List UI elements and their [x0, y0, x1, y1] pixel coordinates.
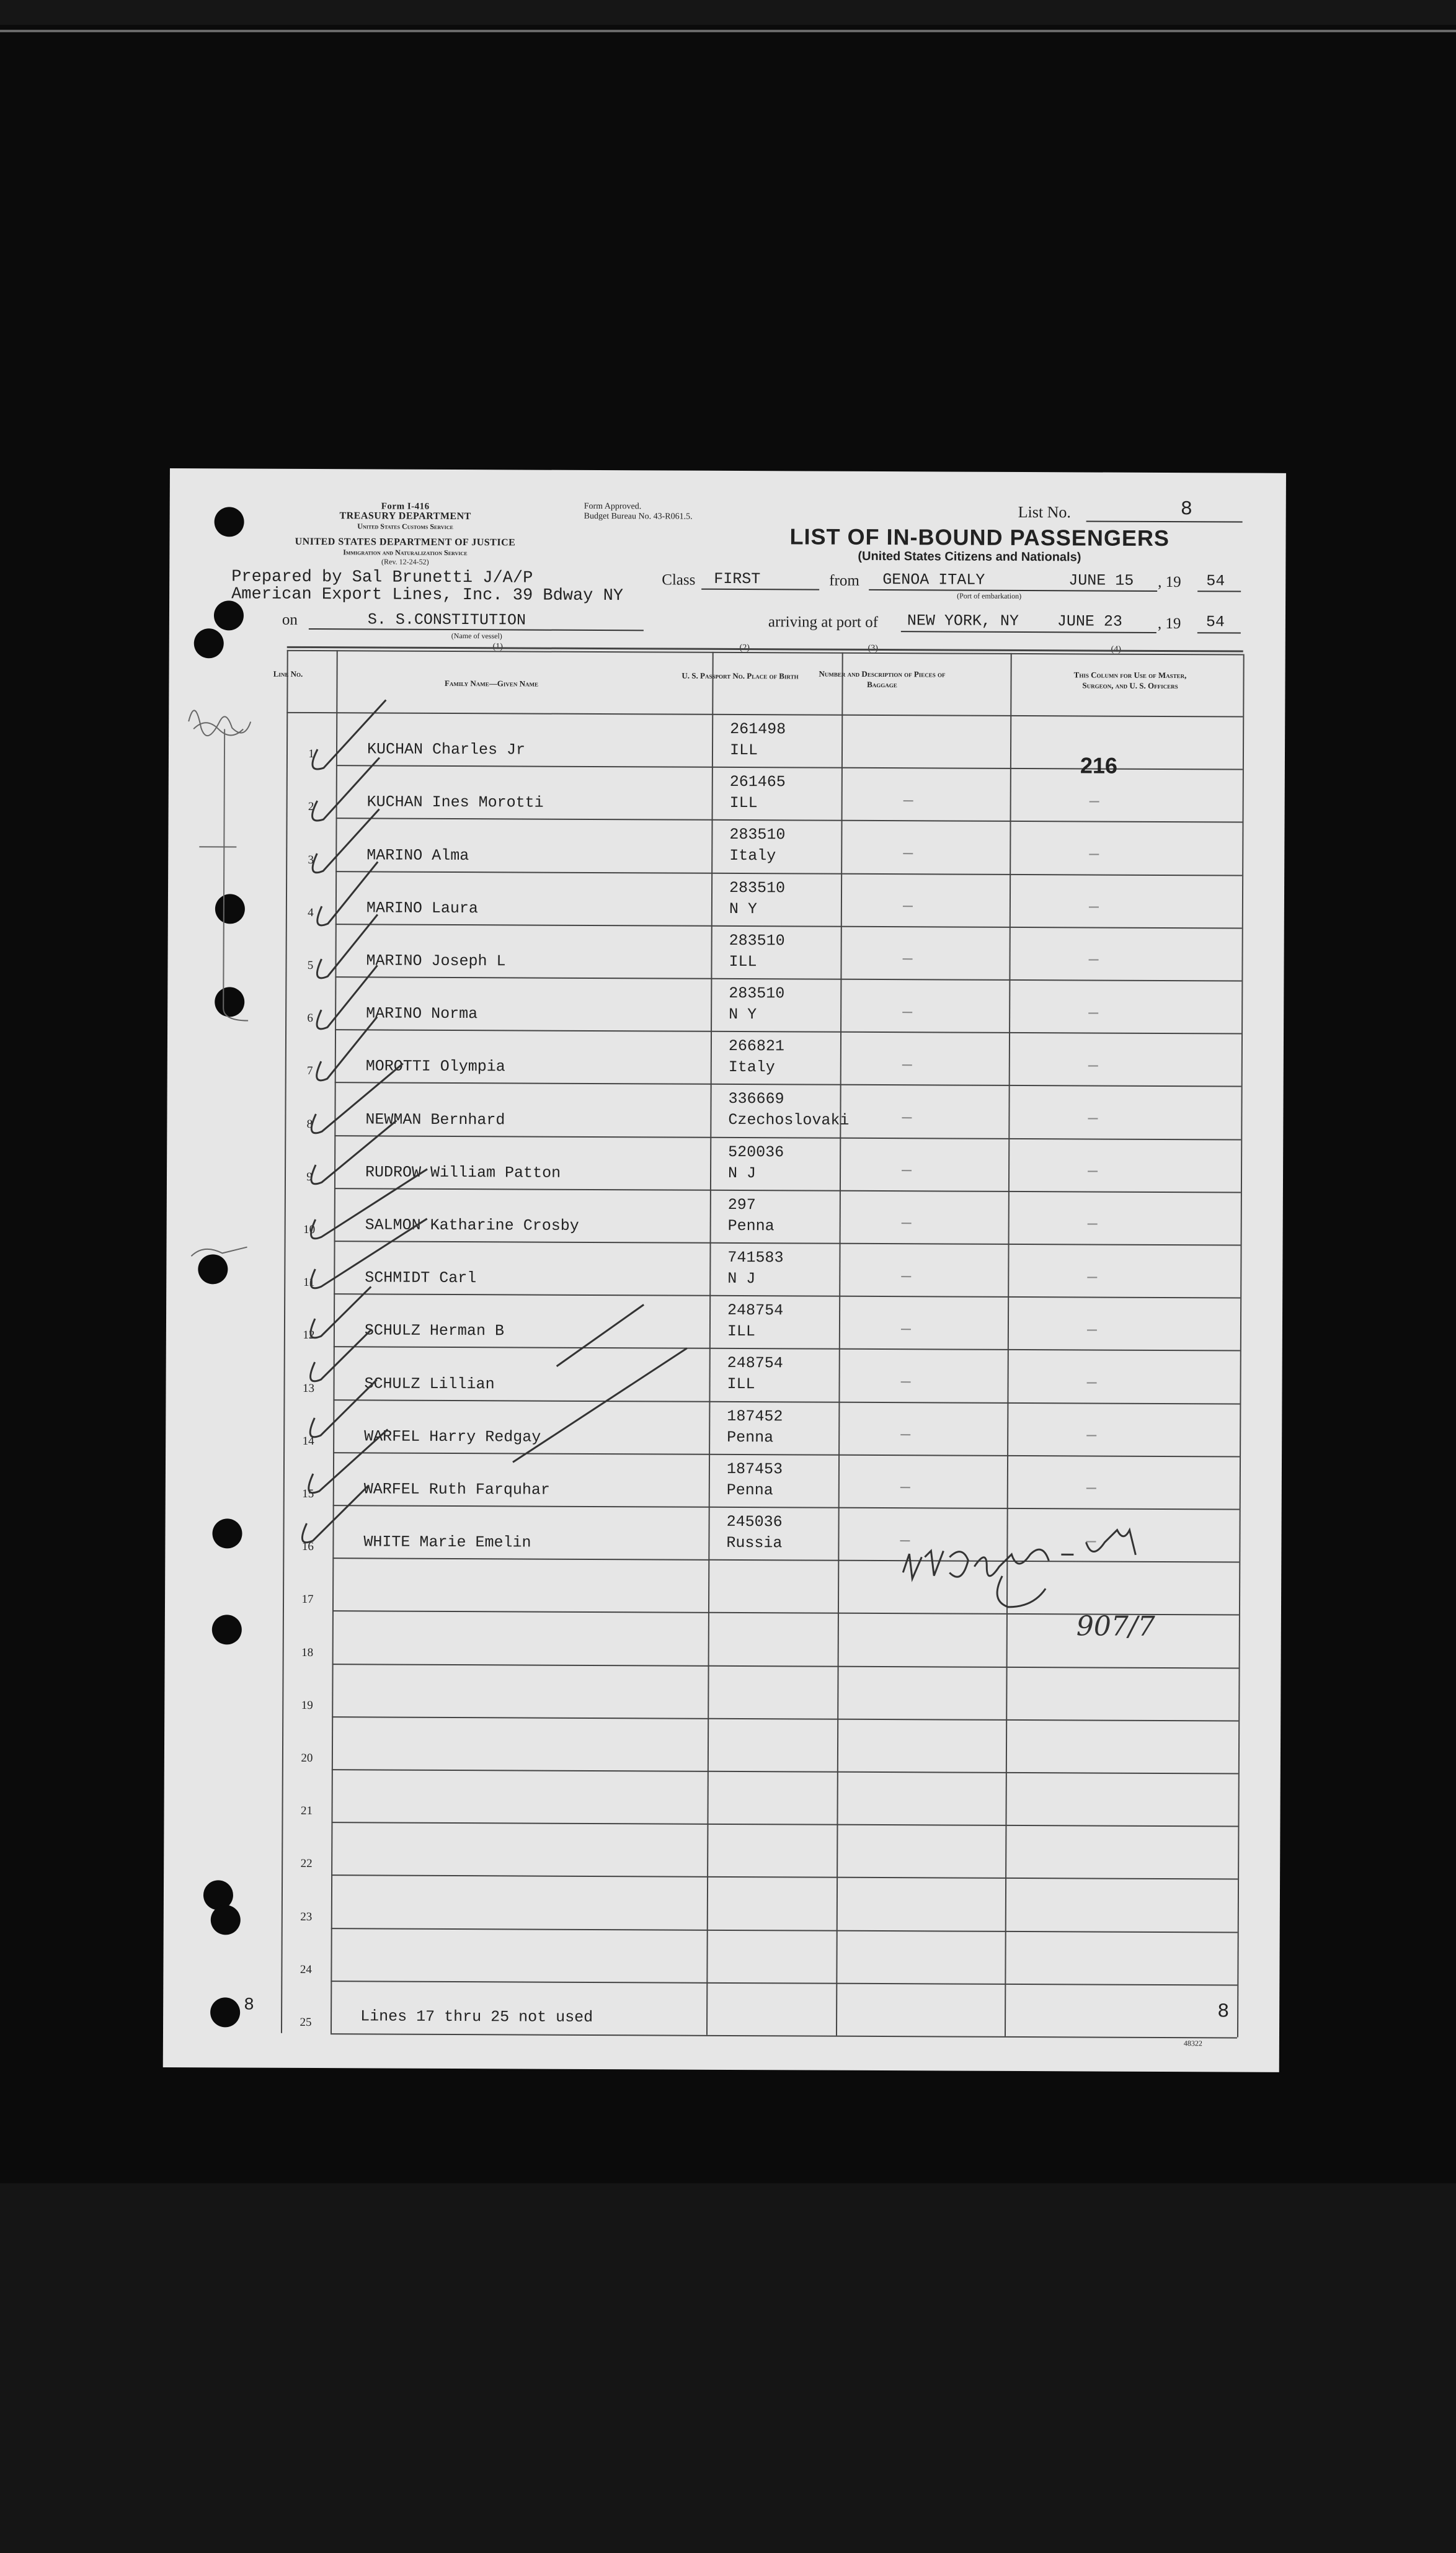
check-marks	[302, 700, 690, 1544]
passenger-name: MARINO Alma	[366, 846, 469, 865]
place-of-birth: N Y	[729, 1005, 757, 1024]
vessel-name: S. S.CONSTITUTION	[367, 610, 526, 630]
passenger-name: WHITE Marie Emelin	[363, 1533, 531, 1552]
list-no-value: 8	[1180, 497, 1193, 521]
film-top-line	[0, 30, 1456, 32]
customs-service: United States Customs Service	[357, 522, 453, 531]
film-bottom-region	[0, 2183, 1456, 2553]
place-of-birth: ILL	[729, 793, 758, 813]
prepared-by: Prepared by Sal Brunetti J/A/P	[231, 568, 533, 588]
line-number: 17	[301, 1592, 314, 1606]
form-revision: (Rev. 12-24-52)	[381, 557, 429, 566]
passenger-name: MARINO Laura	[366, 899, 479, 918]
line-number: 7	[306, 1064, 313, 1078]
line-number: 9	[306, 1170, 313, 1184]
passport-number: 261465	[729, 772, 786, 791]
officer-stamp-number: 216	[1080, 752, 1118, 778]
passport-number: 248754	[727, 1353, 783, 1373]
line-number: 21	[301, 1804, 313, 1818]
passport-number: 297	[727, 1195, 756, 1214]
place-of-birth: N Y	[729, 899, 757, 919]
arrival-year: 54	[1205, 613, 1225, 631]
place-of-birth: Penna	[726, 1481, 773, 1500]
handwritten-marks	[163, 468, 1286, 2072]
page-number-left: 8	[244, 1995, 255, 2015]
place-of-birth: N J	[727, 1164, 757, 1183]
place-of-birth: ILL	[729, 952, 757, 971]
passenger-name: WARFEL Ruth Farquhar	[363, 1480, 550, 1499]
passport-number: 336669	[728, 1089, 784, 1108]
passenger-name: KUCHAN Charles Jr	[366, 740, 526, 759]
passport-number: 520036	[728, 1143, 784, 1162]
from-label: from	[829, 572, 859, 589]
line-number: 5	[307, 958, 314, 973]
port-embark-caption: (Port of embarkation)	[957, 591, 1022, 600]
margin-scribble	[186, 710, 251, 1256]
passport-number: 741583	[727, 1248, 784, 1267]
col-header-name: Family Name—Given Name	[444, 678, 539, 688]
list-no-label: List No.	[1018, 502, 1072, 522]
form-subtitle: (United States Citizens and Nationals)	[858, 549, 1081, 564]
catalog-number: 48322	[1183, 2039, 1202, 2048]
signature-annotation: 907/7	[1076, 1610, 1155, 1642]
class-value: FIRST	[714, 569, 761, 589]
class-label: Class	[662, 571, 696, 589]
passenger-name: WARFEL Harry Redgay	[364, 1427, 541, 1446]
place-of-birth: Czechoslovaki	[728, 1110, 850, 1129]
place-of-birth: Russia	[726, 1533, 783, 1553]
passport-number: 187453	[726, 1459, 783, 1479]
on-label: on	[282, 611, 298, 628]
unused-lines-note: Lines 17 thru 25 not used	[360, 2007, 593, 2027]
passenger-name: NEWMAN Bernhard	[365, 1110, 505, 1129]
place-of-birth: N J	[727, 1269, 756, 1288]
passenger-name: MARINO Norma	[366, 1004, 478, 1023]
passenger-name: MARINO Joseph L	[366, 951, 506, 971]
place-of-birth: ILL	[729, 741, 758, 760]
passport-number: 266821	[728, 1036, 785, 1056]
ins-service: Immigration and Naturalization Service	[343, 548, 468, 558]
passport-number: 283510	[729, 825, 786, 844]
passport-number: 283510	[729, 984, 785, 1003]
line-number: 25	[300, 2015, 312, 2029]
line-number: 18	[301, 1646, 314, 1660]
from-value: GENOA ITALY	[882, 571, 985, 589]
col-header-passport: U. S. Passport No. Place of Birth	[681, 671, 799, 681]
place-of-birth: Penna	[727, 1216, 775, 1236]
line-number: 6	[307, 1011, 313, 1025]
line-number: 14	[302, 1434, 314, 1448]
depart-date: JUNE 15	[1068, 571, 1134, 590]
page-number-right: 8	[1217, 2000, 1230, 2023]
place-of-birth: Italy	[728, 1058, 775, 1077]
company: American Export Lines, Inc. 39 Bdway NY	[231, 585, 624, 606]
col-header-line-no: Line No.	[273, 669, 303, 679]
arrival-date: JUNE 23	[1057, 612, 1123, 631]
passport-number: 248754	[727, 1301, 784, 1320]
passenger-name: SCHULZ Herman B	[364, 1321, 505, 1340]
col-header-baggage: Number and Description of Pieces of Baggage	[819, 669, 946, 690]
place-of-birth: Italy	[729, 846, 776, 865]
form-title: LIST OF IN-BOUND PASSENGERS	[789, 524, 1170, 551]
passenger-name: SCHMIDT Carl	[365, 1268, 477, 1288]
line-number: 24	[300, 1963, 312, 1977]
passenger-name: RUDROW William Patton	[365, 1163, 561, 1182]
film-top-border	[0, 0, 1456, 25]
line-number: 13	[302, 1381, 315, 1396]
form-approved: Form Approved.	[584, 501, 642, 512]
signature	[903, 1529, 1136, 1608]
passenger-name: SALMON Katharine Crosby	[365, 1216, 579, 1235]
depart-year-prefix: , 19	[1158, 573, 1181, 591]
form-number: Form I-416	[381, 501, 430, 512]
passenger-name: MOROTTI Olympia	[365, 1057, 505, 1076]
manifest-sheet	[163, 468, 1286, 2072]
line-number: 16	[301, 1539, 314, 1554]
arriving-label: arriving at port of	[768, 613, 879, 631]
place-of-birth: ILL	[727, 1375, 755, 1394]
passport-number: 187452	[727, 1407, 783, 1426]
vessel-caption: (Name of vessel)	[451, 631, 502, 641]
line-number: 22	[300, 1856, 313, 1871]
line-number: 11	[303, 1275, 315, 1290]
justice-department: UNITED STATES DEPARTMENT OF JUSTICE	[295, 536, 516, 548]
line-number: 15	[302, 1487, 314, 1501]
arrival-port: NEW YORK, NY	[907, 612, 1019, 630]
line-number: 2	[308, 800, 314, 814]
place-of-birth: Penna	[727, 1428, 774, 1447]
line-number: 19	[301, 1698, 313, 1713]
line-number: 10	[303, 1223, 316, 1237]
passport-number: 261498	[730, 720, 786, 739]
passport-number: 245036	[726, 1512, 783, 1531]
arrival-year-prefix: , 19	[1157, 615, 1181, 633]
line-number: 1	[308, 747, 314, 761]
place-of-birth: ILL	[727, 1322, 756, 1341]
col-header-officers: This Column for Use of Master, Surgeon, and U. S. Officers	[1073, 670, 1187, 691]
line-number: 23	[300, 1910, 313, 1924]
line-number: 4	[308, 906, 314, 920]
line-number: 3	[308, 853, 314, 867]
passenger-name: SCHULZ Lillian	[364, 1375, 495, 1394]
passport-number: 283510	[729, 878, 786, 898]
passenger-name: KUCHAN Ines Morotti	[366, 793, 544, 812]
passport-number: 283510	[729, 931, 785, 950]
treasury-department: TREASURY DEPARTMENT	[339, 510, 471, 522]
line-number: 20	[301, 1751, 313, 1765]
budget-bureau: Budget Bureau No. 43-R061.5.	[584, 511, 693, 522]
line-number: 12	[303, 1328, 315, 1342]
line-number: 8	[306, 1117, 313, 1131]
depart-year: 54	[1206, 572, 1225, 590]
